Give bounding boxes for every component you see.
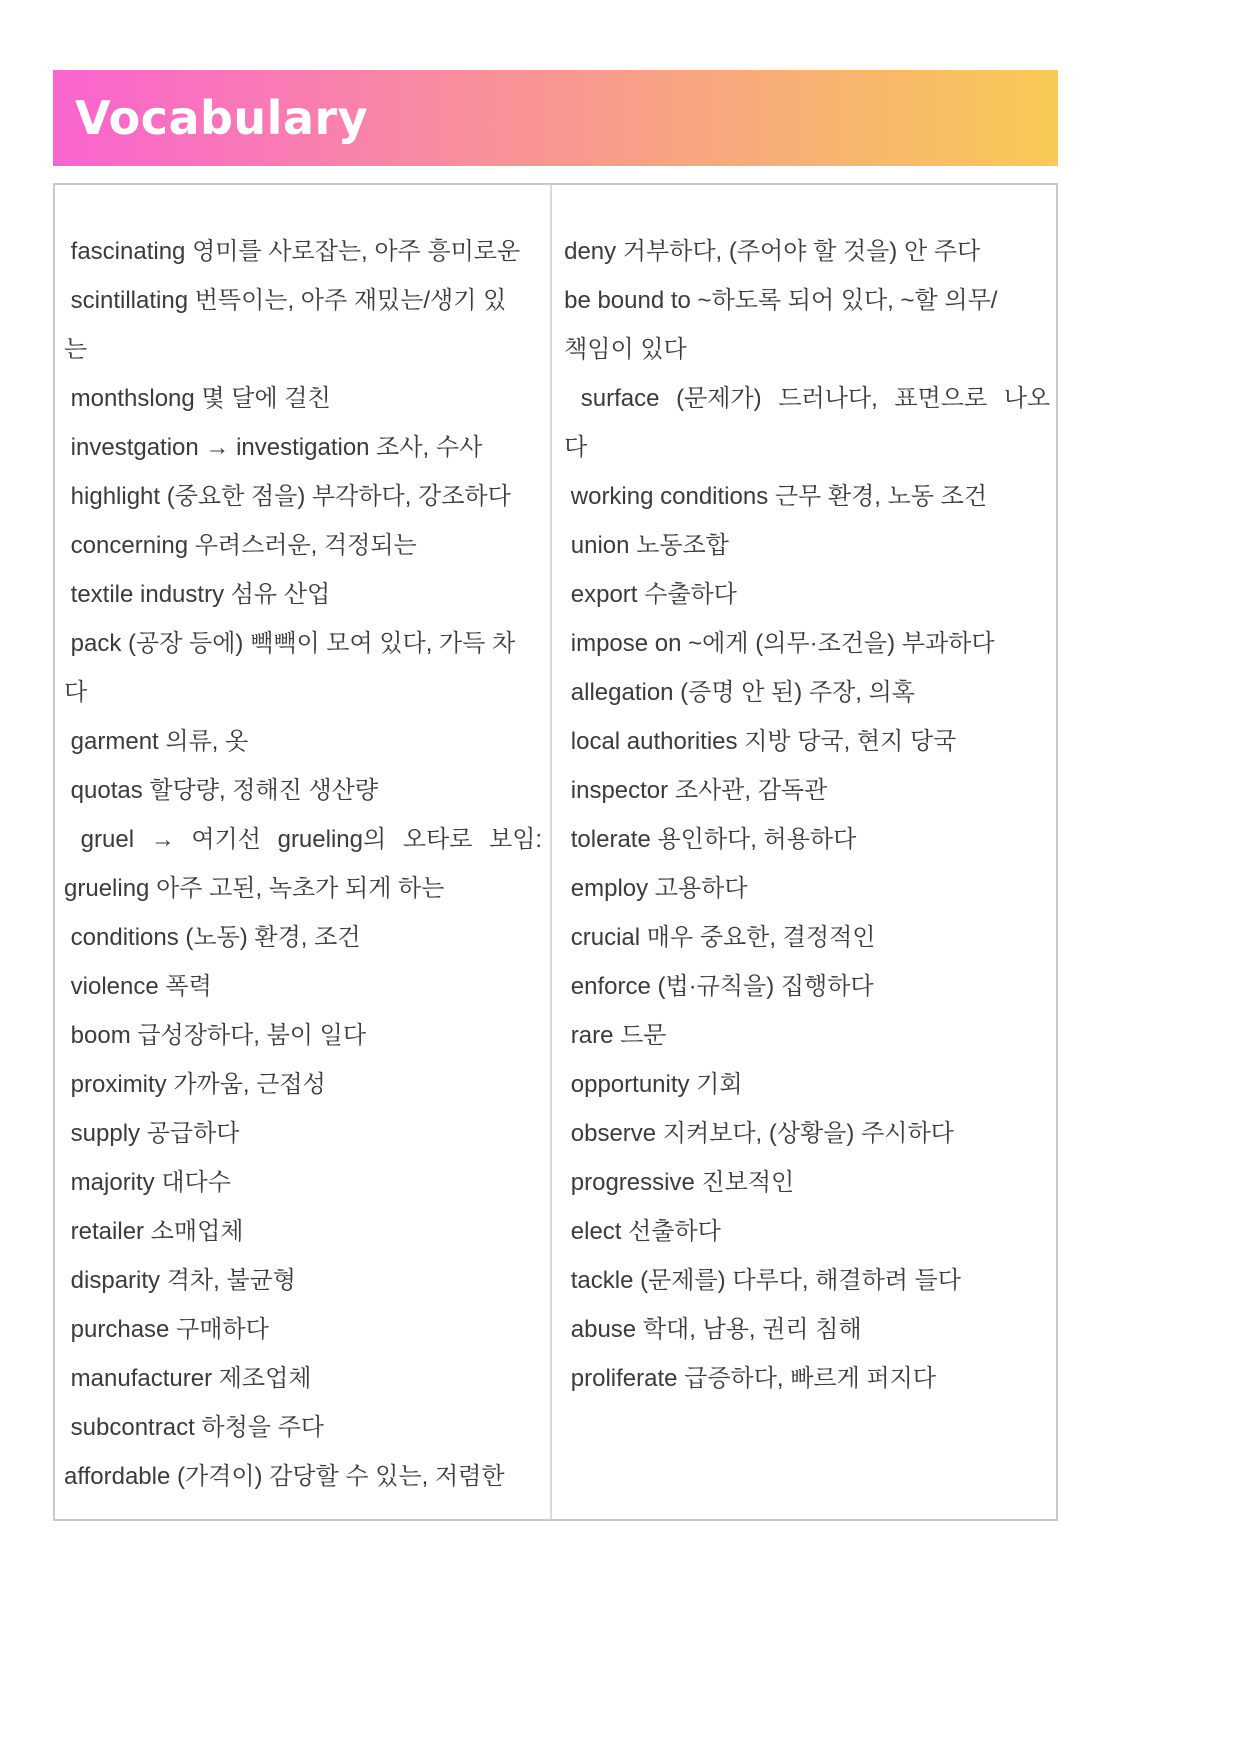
vocab-line: supply 공급하다 [64,1120,240,1147]
vocab-line: crucial 매우 중요한, 결정적인 [564,924,876,951]
vocab-line: pack (공장 등에) 빽빽이 모여 있다, 가득 차 [64,630,516,657]
vocab-line: surface (문제가) 드러나다, 표면으로 나오 [564,385,1051,412]
vocab-line: employ 고용하다 [564,875,748,902]
vocab-line: scintillating 번뜩이는, 아주 재밌는/생기 있 [64,287,507,314]
vocab-line: elect 선출하다 [564,1218,721,1245]
vocab-line: monthslong 몇 달에 걸친 [64,385,331,412]
vocab-entry [64,1354,542,1403]
vocab-entry [64,1403,542,1452]
vocab-line: grueling 아주 고된, 녹초가 되게 하는 [64,875,445,902]
vocab-line: enforce (법·규칙을) 집행하다 [564,973,874,1000]
vocab-line: tolerate 용인하다, 허용하다 [564,826,857,853]
vocab-entry [564,668,1050,717]
vocab-entry [564,815,1050,864]
vocab-entry [64,423,542,472]
vocab-entry [564,227,1050,276]
vocab-entry [64,570,542,619]
vocab-entry [564,570,1050,619]
vocab-entry [64,766,542,815]
vocab-entry [64,1256,542,1305]
vocab-line: textile industry 섬유 산업 [64,581,331,608]
vocab-entry [64,521,542,570]
vocab-line: deny 거부하다, (주어야 할 것을) 안 주다 [564,238,981,265]
vocab-entry [64,1305,542,1354]
vocab-entry [564,1158,1050,1207]
vocab-line: conditions (노동) 환경, 조건 [64,924,361,951]
vocab-line: allegation (증명 안 된) 주장, 의혹 [564,679,915,706]
vocab-line: fascinating 영미를 사로잡는, 아주 흥미로운 [64,238,521,265]
vocab-line: proliferate 급증하다, 빠르게 퍼지다 [564,1365,936,1392]
vocab-entry [64,227,542,276]
vocab-entry [64,1060,542,1109]
vocab-line: retailer 소매업체 [64,1218,244,1245]
vocab-entry [564,1060,1050,1109]
vocab-entry [564,374,1050,472]
vocab-entry [64,374,542,423]
vocab-entry [564,864,1050,913]
vocab-line: quotas 할당량, 정해진 생산량 [64,777,379,804]
vocab-entry [564,1305,1050,1354]
vocab-line: proximity 가까움, 근접성 [64,1071,326,1098]
vocab-entry [564,1207,1050,1256]
vocab-entry [64,1452,542,1501]
vocab-entry [64,1011,542,1060]
vocab-entry [564,619,1050,668]
vocab-line: progressive 진보적인 [564,1169,795,1196]
vocab-column-right [552,185,1058,1519]
vocab-line: gruel → 여기선 grueling의 오타로 보임: [64,826,543,853]
vocab-entry [564,1354,1050,1403]
vocab-column-left [55,185,552,1519]
vocab-line: violence 폭력 [64,973,212,1000]
vocab-line: manufacturer 제조업체 [64,1365,312,1392]
vocab-entry [64,913,542,962]
vocab-entry [564,1109,1050,1158]
vocab-entry [564,472,1050,521]
vocab-line: rare 드문 [564,1022,667,1049]
vocab-line: working conditions 근무 환경, 노동 조건 [564,483,988,510]
vocab-entry [64,1109,542,1158]
vocab-line: be bound to ~하도록 되어 있다, ~할 의무/ [564,287,998,314]
vocab-entry [64,276,542,374]
vocab-entry [64,1207,542,1256]
vocab-line: tackle (문제를) 다루다, 해결하려 들다 [564,1267,961,1294]
vocab-entry [564,962,1050,1011]
vocab-line: subcontract 하청을 주다 [64,1414,324,1441]
vocab-line: garment 의류, 옷 [64,728,249,755]
vocab-line: highlight (중요한 점을) 부각하다, 강조하다 [64,483,511,510]
vocab-entry [64,815,542,913]
vocab-entry [564,521,1050,570]
vocab-line: impose on ~에게 (의무·조건을) 부과하다 [564,630,995,657]
vocab-line: concerning 우려스러운, 걱정되는 [64,532,417,559]
vocab-line: 는 [64,336,88,363]
page-title: Vocabulary [75,91,369,145]
vocab-line: local authorities 지방 당국, 현지 당국 [564,728,957,755]
vocab-line: export 수출하다 [564,581,737,608]
vocab-table [53,183,1058,1521]
vocab-line: affordable (가격이) 감당할 수 있는, 저렴한 [64,1463,505,1490]
vocab-line: inspector 조사관, 감독관 [564,777,828,804]
vocab-line: observe 지켜보다, (상황을) 주시하다 [564,1120,954,1147]
vocab-entry [64,717,542,766]
vocabulary-banner [53,70,1058,166]
vocab-entry [564,766,1050,815]
vocab-line: boom 급성장하다, 붐이 일다 [64,1022,367,1049]
vocab-line: abuse 학대, 남용, 권리 침해 [564,1316,862,1343]
vocab-line: opportunity 기회 [564,1071,743,1098]
vocab-entry [64,962,542,1011]
vocab-entry [64,619,542,717]
vocab-line: 책임이 있다 [564,336,687,363]
vocab-line: disparity 격차, 불균형 [64,1267,296,1294]
vocab-entry [564,276,1050,374]
vocab-line: union 노동조합 [564,532,729,559]
vocab-entry [564,913,1050,962]
vocab-entry [564,1011,1050,1060]
vocab-entry [564,717,1050,766]
vocab-line: 다 [564,434,588,461]
vocab-entry [64,1158,542,1207]
vocab-line: majority 대다수 [64,1169,231,1196]
vocab-line: investgation → investigation 조사, 수사 [64,434,483,461]
vocab-entry [64,472,542,521]
vocab-line: 다 [64,679,88,706]
vocab-entry [564,1256,1050,1305]
vocab-line: purchase 구매하다 [64,1316,269,1343]
